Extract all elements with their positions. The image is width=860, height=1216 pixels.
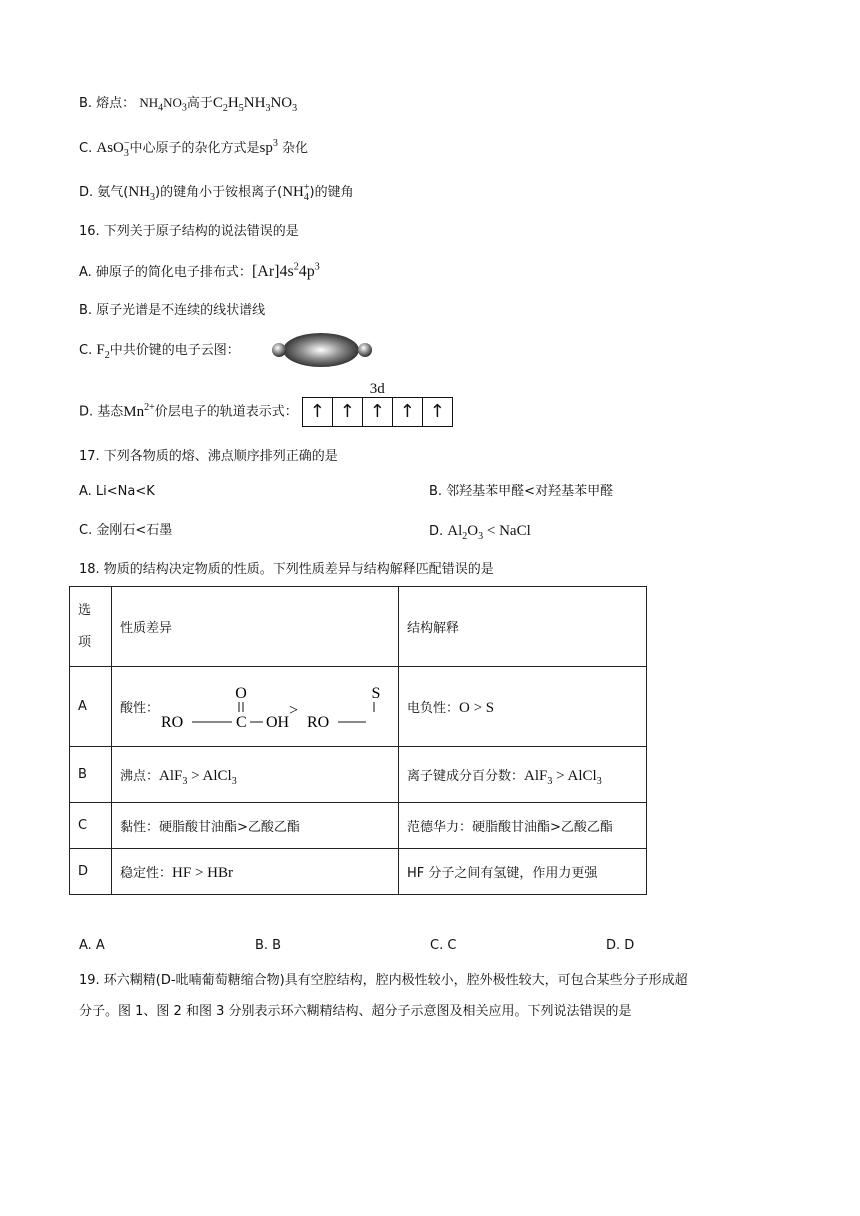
electron-config: $[Ar]4s^24p^3$: [251, 261, 320, 280]
q18-answer-a: A. A: [79, 938, 105, 953]
row-explanation: 范德华力：硬脂酸甘油酯>乙酸乙酯: [399, 803, 647, 849]
header-explanation: 结构解释: [399, 587, 647, 667]
formula-al2o3: $Al_2O_3$ < NaCl: [447, 523, 531, 542]
formula-nh3: $NH_3$: [128, 184, 156, 203]
row-explanation: HF 分子之间有氢键，作用力更强: [399, 849, 647, 895]
svg-text:S: S: [371, 684, 381, 702]
orbital-boxes: [302, 397, 453, 427]
explanation-label: 电负性：: [407, 700, 460, 716]
orbital-label: 3d: [369, 381, 385, 397]
row-option: B: [70, 747, 112, 803]
svg-text:O: O: [235, 684, 247, 702]
header-property: 性质差异: [112, 587, 399, 667]
q15-option-b: [79, 93, 297, 114]
row-explanation: [399, 667, 647, 747]
q19-stem-line2: 分子。图 1、图 2 和图 3 分别表示环六糊精结构、超分子示意图及相关应用。下列说法错误的是: [79, 1004, 632, 1019]
q17-option-b: B. 邻羟基苯甲醛<对羟基苯甲醛: [429, 484, 614, 499]
property-formula: AlF$_3$ > AlCl$_3$: [159, 767, 237, 787]
q18-answer-d: D. D: [606, 938, 635, 953]
q15-option-d: [79, 182, 354, 203]
option-label: C.: [79, 343, 93, 358]
property-label: 酸性：: [120, 701, 160, 716]
header-option: 选项: [70, 587, 112, 667]
property-formula: HF > HBr: [172, 864, 233, 881]
orbital-box: ↑: [363, 398, 393, 426]
option-label: D.: [429, 524, 444, 539]
q18-answer-b: B. B: [255, 938, 282, 953]
option-label: D. 基态: [79, 404, 124, 420]
table-header-row: [70, 587, 647, 667]
table-row: [70, 747, 647, 803]
option-text: 价层电子的轨道表示式：: [154, 404, 298, 420]
option-label: D. 氨气(: [79, 185, 129, 200]
svg-text:RO: RO: [161, 713, 184, 731]
q18-answer-c: C. C: [430, 938, 457, 953]
q17-option-d: [429, 521, 531, 542]
row-option: A: [70, 667, 112, 747]
svg-text:C: C: [236, 713, 247, 731]
formula-aso3: AsO − 3: [96, 137, 130, 159]
q16-stem: 16. 下列关于原子结构的说法错误的是: [79, 224, 299, 239]
option-text: 中心原子的杂化方式是: [129, 141, 260, 156]
acid-structures: [159, 679, 389, 735]
row-property: [112, 849, 399, 895]
explanation-formula: AlF$_3$ > AlCl$_3$: [524, 767, 602, 787]
table-row: [70, 803, 647, 849]
electron-cloud-diagram: [269, 331, 375, 369]
orbital-box: ↑: [303, 398, 333, 426]
option-text: 中共价键的电子云图：: [109, 343, 240, 358]
explanation-label: 离子键成分百分数：: [407, 768, 525, 784]
option-text: 高于: [186, 96, 213, 111]
row-option: D: [70, 849, 112, 895]
q17-option-c: C. 金刚石<石墨: [79, 523, 173, 538]
row-property: [112, 667, 399, 747]
option-text-end: 杂化: [282, 141, 309, 156]
q16-option-b: B. 原子光谱是不连续的线状谱线: [79, 303, 266, 318]
svg-text:RO: RO: [307, 713, 330, 731]
q18-table: [69, 586, 647, 895]
q16-option-c: [79, 340, 240, 361]
row-property: 黏性：硬脂酸甘油酯>乙酸乙酯: [112, 803, 399, 849]
svg-text:OH: OH: [266, 713, 290, 731]
q17-option-a: A. Li<Na<K: [79, 484, 155, 499]
table-row: [70, 849, 647, 895]
row-explanation: [399, 747, 647, 803]
svg-text:>: >: [289, 701, 299, 719]
option-label: C.: [79, 141, 93, 156]
explanation-formula: O > S: [459, 699, 495, 716]
formula-c2h5nh3no3: $C_2H_5NH_3NO_3$: [212, 95, 298, 114]
row-property: [112, 747, 399, 803]
option-label: B. 熔点：: [79, 96, 136, 111]
table-row: [70, 667, 647, 747]
q16-option-a: [79, 262, 320, 283]
row-option: C: [70, 803, 112, 849]
property-label: 稳定性：: [120, 865, 173, 881]
q15-option-c: [79, 138, 308, 159]
formula-nh4: NH + 4: [282, 181, 310, 203]
q18-stem: 18. 物质的结构决定物质的性质。下列性质差异与结构解释匹配错误的是: [79, 562, 494, 577]
option-label: A. 砷原子的简化电子排布式：: [79, 265, 252, 280]
orbital-diagram: [302, 381, 453, 427]
orbital-box: ↑: [333, 398, 363, 426]
orbital-box: ↑: [393, 398, 423, 426]
formula-f2: $F_2$: [96, 342, 110, 361]
orbital-box: ↑: [429, 401, 445, 422]
q16-option-d: [79, 381, 453, 427]
property-label: 沸点：: [120, 768, 160, 784]
q19-stem-line1: 19. 环六糊精(D-吡喃葡萄糖缩合物)具有空腔结构，腔内极性较小，腔外极性较大，可包合某些分子形成超: [79, 973, 688, 988]
ion-mn: $Mn^{2+}$: [123, 401, 155, 420]
option-text: )的键角小于铵根离子(: [155, 185, 283, 200]
q17-stem: 17. 下列各物质的熔、沸点顺序排列正确的是: [79, 449, 338, 464]
formula-nh4no3: $NH_4NO_3$: [139, 95, 187, 114]
sp3: $sp^3$: [259, 138, 278, 156]
option-text-end: )的键角: [309, 185, 354, 200]
